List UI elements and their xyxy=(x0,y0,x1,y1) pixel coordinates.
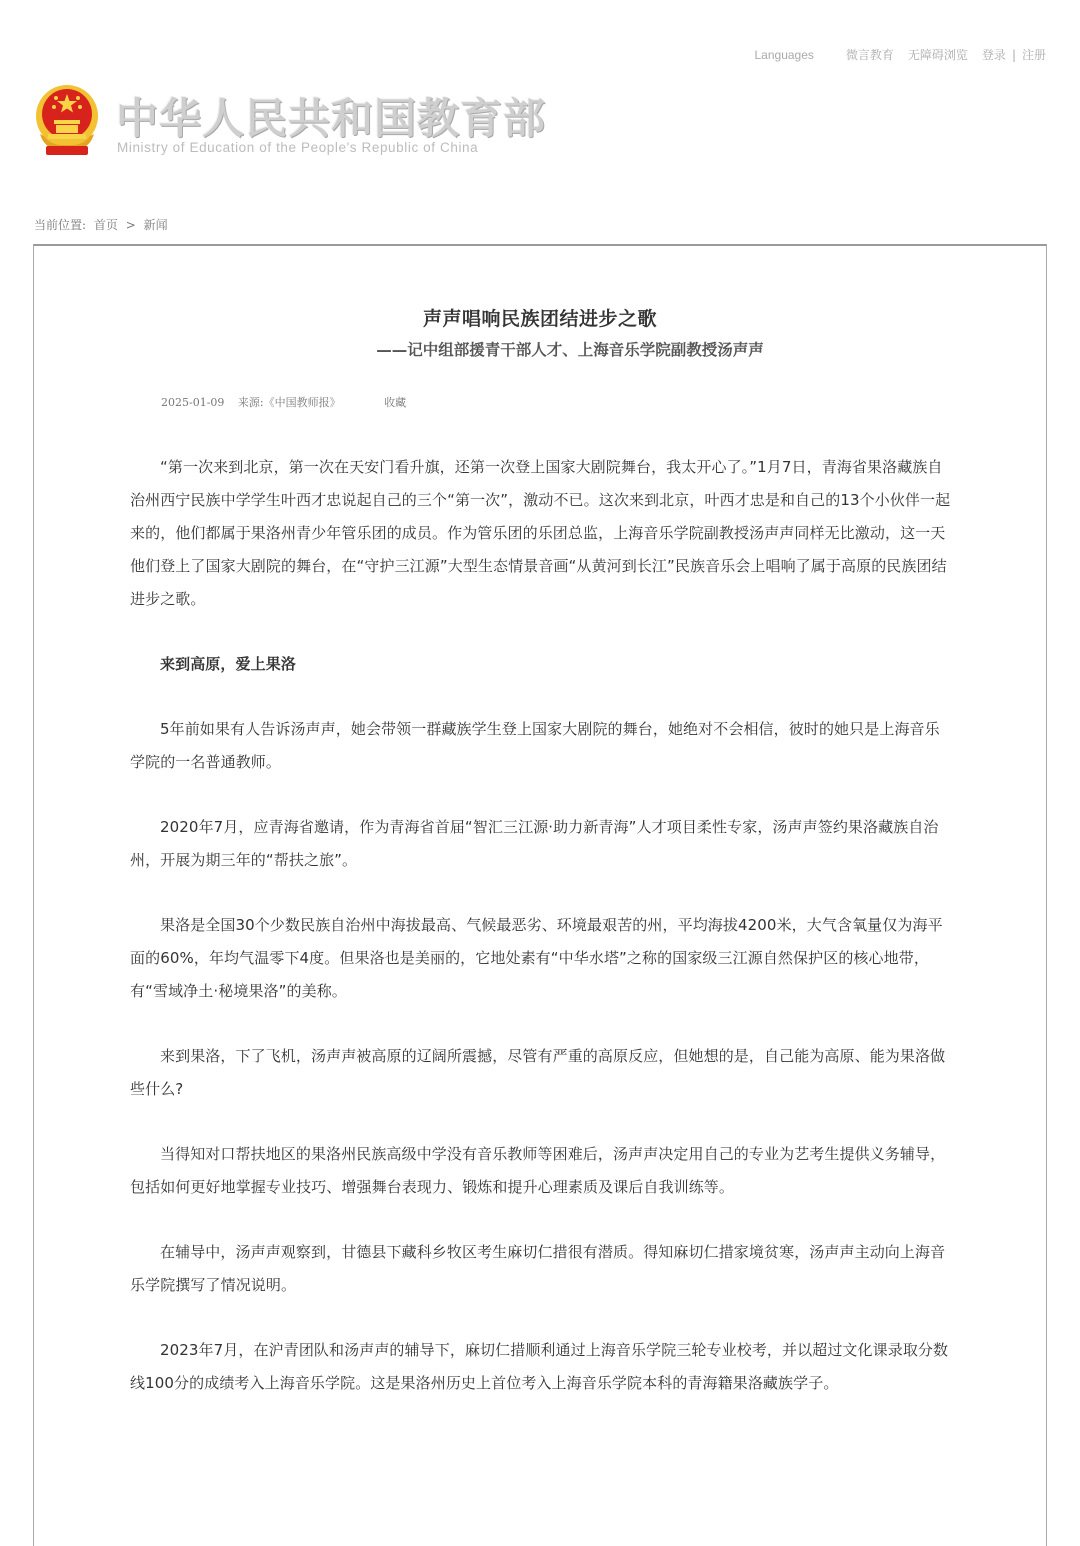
accessibility-link[interactable]: 无障碍浏览 xyxy=(907,48,968,62)
languages-link[interactable]: Languages xyxy=(754,47,814,62)
top-navigation xyxy=(755,46,1047,63)
breadcrumb xyxy=(34,216,172,233)
login-link[interactable]: 登录 xyxy=(981,48,1006,62)
publish-date: 2025-01-09 xyxy=(161,396,225,409)
article-paragraph: 果洛是全国30个少数民族自治州中海拔最高、气候最恶劣、环境最艰苦的州，平均海拔4200米，大气含氧量仅为海平面的60%，年均气温零下4度。但果洛也是美丽的，它地处素有“中华水塔”之称的国家级三江源自然保护区的核心地带，有“雪域净土·秘境果洛”的美称。 xyxy=(130,916,943,1000)
article-paragraph: 当得知对口帮扶地区的果洛州民族高级中学没有音乐教师等困难后，汤声声决定用自己的专业为艺考生提供义务辅导，包括如何更好地掌握专业技巧、增强舞台表现力、锻炼和提升心理素质及课后自我训练等。 xyxy=(130,1145,946,1196)
article-body xyxy=(130,451,952,1432)
article-paragraph: 2020年7月，应青海省邀请，作为青海省首届“智汇三江源·助力新青海”人才项目柔性专家，汤声声签约果洛藏族自治州，开展为期三年的“帮扶之旅”。 xyxy=(130,818,939,869)
separator: | xyxy=(1011,47,1016,62)
register-link[interactable]: 注册 xyxy=(1021,48,1046,62)
ministry-logo-chinese[interactable]: 中华人民共和国教育部 xyxy=(116,94,547,143)
breadcrumb-current[interactable]: 新闻 xyxy=(143,218,168,232)
article-paragraph: 2023年7月，在沪青团队和汤声声的辅导下，麻切仁措顺利通过上海音乐学院三轮专业校考，并以超过文化课录取分数线100分的成绩考入上海音乐学院。这是果洛州历史上首位考入上海音乐学院本科的青海籍果洛藏族学子。 xyxy=(130,1341,949,1392)
article-source: 来源:《中国教师报》 xyxy=(237,396,341,409)
article-paragraph: 5年前如果有人告诉汤声声，她会带领一群藏族学生登上国家大剧院的舞台，她绝对不会相信，彼时的她只是上海音乐学院的一名普通教师。 xyxy=(130,720,940,771)
article-title: 声声唱响民族团结进步之歌 xyxy=(422,308,657,330)
article-meta xyxy=(161,394,406,410)
favorite-button[interactable]: 收藏 xyxy=(384,396,407,409)
breadcrumb-separator: > xyxy=(125,218,136,232)
article-subtitle: ——记中组部援青干部人才、上海音乐学院副教授汤声声 xyxy=(376,341,764,359)
article-paragraph: 在辅导中，汤声声观察到，甘德县下藏科乡牧区考生麻切仁措很有潜质。得知麻切仁措家境贫寒，汤声声主动向上海音乐学院撰写了情况说明。 xyxy=(130,1243,946,1294)
national-emblem-icon[interactable] xyxy=(34,84,100,158)
weiyan-education-link[interactable]: 微言教育 xyxy=(845,48,894,62)
ministry-logo-english: Ministry of Education of the People's Republic of China xyxy=(117,140,479,155)
breadcrumb-home[interactable]: 首页 xyxy=(93,218,118,232)
section-heading: 来到高原，爱上果洛 xyxy=(160,655,296,673)
breadcrumb-label: 当前位置: xyxy=(34,218,87,232)
article-container xyxy=(33,244,1047,1546)
article-paragraph: “第一次来到北京，第一次在天安门看升旗，还第一次登上国家大剧院舞台，我太开心了。”1月7日，青海省果洛藏族自治州西宁民族中学学生叶西才忠说起自己的三个“第一次”，激动不已。这次来到北京，叶西才忠是和自己的13个小伙伴一起来的，他们都属于果洛州青少年管乐团的成员。作为管乐团的乐团总监，上海音乐学院副教授汤声声同样无比激动，这一天他们登上了国家大剧院的舞台，在“守护三江源”大型生态情景音画“从黄河到长江”民族音乐会上唱响了属于高原的民族团结进步之歌。 xyxy=(130,458,951,608)
article-paragraph: 来到果洛，下了飞机，汤声声被高原的辽阔所震撼，尽管有严重的高原反应，但她想的是，自己能为高原、能为果洛做些什么? xyxy=(130,1047,946,1098)
